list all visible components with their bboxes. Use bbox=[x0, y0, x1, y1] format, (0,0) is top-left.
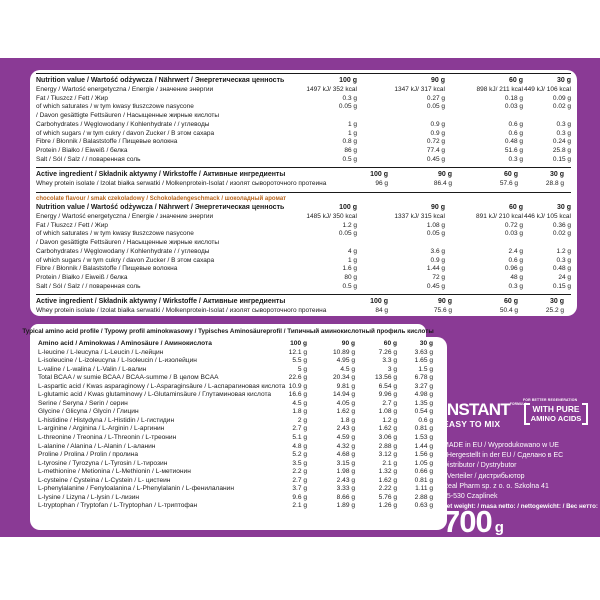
value-cell: 28.8 g bbox=[545, 180, 564, 188]
value-cell: 0.8 g bbox=[342, 138, 357, 146]
value-cell: 1.35 g bbox=[414, 399, 433, 407]
value-cell: 3.27 g bbox=[414, 382, 433, 390]
table-row bbox=[36, 248, 571, 257]
value-cell: 9.81 g bbox=[336, 382, 355, 390]
row-label: Glycine / Glicyna / Glycin / Глицин bbox=[38, 408, 139, 416]
row-label: Fibre / Błonnik / Balaststoffe / Пищевые волокна bbox=[36, 265, 178, 273]
row-label: Carbohydrates / Węglowodany / Kohlenhydrate / / углеводы bbox=[36, 120, 210, 128]
distributor-line: 05-530 Czaplinek bbox=[443, 493, 498, 501]
value-cell: 0.9 g bbox=[430, 120, 445, 128]
value-cell: 1.26 g bbox=[378, 502, 397, 510]
table-row bbox=[38, 468, 439, 477]
value-cell: 2.7 g bbox=[292, 425, 307, 433]
row-label: Protein / Białko / Eiweiß / белка bbox=[36, 273, 128, 281]
row-label: Serine / Seryna / Serin / серин bbox=[38, 399, 128, 407]
value-cell: 9.96 g bbox=[378, 391, 397, 399]
distributor-line: / Hergestellt in der EU / Сделано в EC bbox=[443, 452, 564, 460]
table-header-row bbox=[36, 203, 571, 213]
value-cell: 3.06 g bbox=[378, 434, 397, 442]
value-cell: 0.45 g bbox=[426, 155, 445, 163]
row-label: L-histidine / Histydyna / L-Histidin / L-гистидин bbox=[38, 416, 175, 424]
table-row bbox=[38, 451, 439, 460]
value-cell: 9.6 g bbox=[292, 493, 307, 501]
value-cell: 100 g bbox=[290, 340, 307, 347]
value-cell: 1.44 g bbox=[414, 442, 433, 450]
value-cell: 1.8 g bbox=[292, 408, 307, 416]
row-label: L-glutamic acid / Kwas glutaminowy / L-Glutaminsäure / Глутаминовая кислота bbox=[38, 391, 272, 399]
row-label-continued: / Davon gesättigte Fettsäuren / Насыщенные жирные кислоты bbox=[36, 112, 220, 120]
value-cell: 1.5 g bbox=[418, 365, 433, 373]
row-label: Active ingredient / Składnik aktywny / Wirkstoffe / Активные ингредиенты bbox=[36, 298, 286, 306]
value-cell: 10.9 g bbox=[288, 382, 307, 390]
value-cell: 4.32 g bbox=[336, 442, 355, 450]
row-label: Active ingredient / Składnik aktywny / Wirkstoffe / Активные ингредиенты bbox=[36, 171, 286, 179]
value-cell: 0.02 g bbox=[552, 230, 571, 238]
value-cell: 3.7 g bbox=[292, 485, 307, 493]
row-label: L-methionine / Metionina / L-Methionin / L-метионин bbox=[38, 468, 191, 476]
row-label: Nutrition value / Wartość odżywcza / Nährwert / Энергетическая ценность bbox=[36, 204, 285, 212]
row-label: Energy / Wartość energetyczna / Energie / значение энергии bbox=[36, 86, 214, 93]
value-cell: 0.9 g bbox=[430, 129, 445, 137]
table-row bbox=[38, 349, 439, 358]
value-cell: 0.45 g bbox=[426, 282, 445, 290]
table-header-row bbox=[38, 340, 439, 349]
value-cell: 0.18 g bbox=[504, 94, 523, 102]
row-label: L-cysteine / Cysteina / L-Cystein / L- цистеин bbox=[38, 476, 171, 484]
value-cell: 20.34 g bbox=[333, 374, 355, 382]
value-cell: 0.5 g bbox=[342, 155, 357, 163]
value-cell: 0.15 g bbox=[552, 282, 571, 290]
row-label: Nutrition value / Wartość odżywcza / Nährwert / Энергетическая ценность bbox=[36, 77, 285, 84]
row-label: Fat / Tłuszcz / Fett / Жир bbox=[36, 94, 109, 102]
value-cell: 2 g bbox=[297, 416, 307, 424]
nutrition-table-chocolate bbox=[36, 203, 571, 291]
row-label: L-lysine / Lizyna / L-lysin / L-лизин bbox=[38, 493, 140, 501]
value-cell: 7.26 g bbox=[378, 348, 397, 356]
table-row bbox=[36, 283, 571, 292]
distributor-line: Distributor / Dystrybutor bbox=[443, 462, 517, 470]
table-row bbox=[38, 383, 439, 392]
table-row bbox=[38, 477, 439, 486]
value-cell: 2.1 g bbox=[382, 459, 397, 467]
value-cell: 0.02 g bbox=[552, 103, 571, 111]
table-row bbox=[38, 357, 439, 366]
value-cell: 4 g bbox=[347, 247, 357, 255]
value-cell: 2.43 g bbox=[336, 425, 355, 433]
value-cell: 3 g bbox=[387, 365, 397, 373]
value-cell: 10.89 g bbox=[333, 348, 355, 356]
row-label: Salt / Sól / Salz / / поваренная соль bbox=[36, 155, 141, 163]
value-cell: 0.72 g bbox=[426, 138, 445, 146]
value-cell: 0.66 g bbox=[414, 468, 433, 476]
table-row bbox=[36, 121, 571, 130]
value-cell: 3.6 g bbox=[430, 247, 445, 255]
value-cell: 13.56 g bbox=[375, 374, 397, 382]
value-cell: 4.5 g bbox=[340, 365, 355, 373]
value-cell: 6.54 g bbox=[378, 382, 397, 390]
value-cell: 60 g bbox=[503, 298, 518, 306]
row-label: Carbohydrates / Węglowodany / Kohlenhydrate / / углеводы bbox=[36, 247, 210, 255]
value-cell: 0.03 g bbox=[504, 103, 523, 111]
value-cell: 1.65 g bbox=[414, 357, 433, 365]
value-cell: 84 g bbox=[375, 307, 388, 315]
value-cell: 90 g bbox=[430, 77, 445, 84]
table-row bbox=[38, 417, 439, 426]
value-cell: 22.6 g bbox=[288, 374, 307, 382]
value-cell: 50.4 g bbox=[499, 307, 518, 315]
weight-number: 700 bbox=[443, 504, 492, 539]
table-header-row bbox=[36, 76, 571, 86]
value-cell: 25.2 g bbox=[545, 307, 564, 315]
value-cell: 2.88 g bbox=[378, 442, 397, 450]
value-cell: 90 g bbox=[437, 298, 452, 306]
table-row bbox=[38, 425, 439, 434]
table-row bbox=[38, 374, 439, 383]
value-cell: 1.2 g bbox=[382, 416, 397, 424]
value-cell: 60 g bbox=[508, 204, 523, 212]
value-cell: 1.08 g bbox=[378, 408, 397, 416]
table-row bbox=[38, 460, 439, 469]
row-label-continued: / Davon gesättigte Fettsäuren / Насыщенные жирные кислоты bbox=[36, 239, 220, 247]
value-cell: 100 g bbox=[339, 77, 357, 84]
row-label: Amino acid / Aminokwas / Aminosäure / Аминокислота bbox=[38, 340, 212, 347]
value-cell: 1.98 g bbox=[336, 468, 355, 476]
value-cell: 1 g bbox=[347, 129, 357, 137]
value-cell: 5.1 g bbox=[292, 434, 307, 442]
value-cell: 51.6 g bbox=[504, 146, 523, 154]
value-cell: 5.5 g bbox=[292, 357, 307, 365]
row-label: L-leucine / L-leucyna / L-Leucin / L-лейцин bbox=[38, 348, 164, 356]
row-label: Total BCAA / w sumie BCAA / BCAA-summe / В целом BCAA bbox=[38, 374, 219, 382]
nutrition-section-chocolate bbox=[36, 192, 571, 294]
value-cell: 4.5 g bbox=[292, 399, 307, 407]
value-cell: 4.95 g bbox=[336, 357, 355, 365]
value-cell: 0.3 g bbox=[556, 129, 571, 137]
value-cell: 2.1 g bbox=[292, 502, 307, 510]
row-label: L-valine / L-walina / L-Valin / L-валин bbox=[38, 365, 147, 373]
value-cell: 1.62 g bbox=[378, 476, 397, 484]
value-cell: 1.11 g bbox=[415, 485, 433, 493]
value-cell: 30 g bbox=[549, 171, 564, 179]
distributor-info bbox=[443, 441, 563, 502]
table-row bbox=[36, 230, 571, 247]
value-cell: 1347 kJ/ 317 kcal bbox=[394, 86, 445, 93]
value-cell: 96 g bbox=[375, 180, 388, 188]
net-weight-label: net weight: / masa netto: / nettogewicht: / Вес нетто: bbox=[443, 503, 598, 510]
table-row bbox=[36, 86, 571, 95]
nutrition-table-plain bbox=[36, 73, 571, 167]
value-cell: 0.03 g bbox=[504, 230, 523, 238]
value-cell: 898 kJ/ 211 kcal bbox=[476, 86, 523, 93]
row-label: L-aspartic acid / Kwas asparaginowy / L-Asparaginsäure / L-аспарагиновая кислота bbox=[38, 382, 286, 390]
value-cell: 891 kJ/ 210 kcal bbox=[476, 213, 523, 221]
table-row bbox=[36, 156, 571, 165]
row-label: of which sugars / w tym cukry / davon Zucker / В этом сахара bbox=[36, 129, 215, 137]
value-cell: 90 g bbox=[430, 204, 445, 212]
amino-acid-profile-tab bbox=[22, 324, 434, 338]
net-weight-value bbox=[443, 504, 504, 539]
easy-to-mix-label: EASY TO MIX bbox=[443, 419, 501, 429]
value-cell: 12.1 g bbox=[288, 348, 307, 356]
value-cell: 60 g bbox=[503, 171, 518, 179]
value-cell: 2.2 g bbox=[292, 468, 307, 476]
value-cell: 446 kJ/ 105 kcal bbox=[524, 213, 571, 221]
with-pure-label: WITH PURE bbox=[532, 404, 580, 414]
value-cell: 1.89 g bbox=[336, 502, 355, 510]
row-label: Proline / Prolina / Prolin / пролина bbox=[38, 451, 138, 459]
value-cell: 1.08 g bbox=[426, 221, 445, 229]
value-cell: 1.32 g bbox=[378, 468, 397, 476]
value-cell: 24 g bbox=[558, 273, 571, 281]
value-cell: 1485 kJ/ 350 kcal bbox=[306, 213, 357, 221]
value-cell: 1.56 g bbox=[414, 451, 433, 459]
distributor-line: / Verteiler / дистрибьютор bbox=[443, 472, 525, 480]
weight-unit: g bbox=[494, 519, 504, 536]
row-label: L-tryptophan / Tryptofan / L-Tryptophan / L-триптофан bbox=[38, 502, 198, 510]
value-cell: 0.15 g bbox=[552, 155, 571, 163]
bracket-frame bbox=[524, 403, 589, 425]
value-cell: 100 g bbox=[339, 204, 357, 212]
value-cell: 4.98 g bbox=[414, 391, 433, 399]
value-cell: 0.6 g bbox=[508, 256, 523, 264]
value-cell: 1.2 g bbox=[556, 247, 571, 255]
value-cell: 14.94 g bbox=[333, 391, 355, 399]
table-row bbox=[36, 95, 571, 104]
value-cell: 0.72 g bbox=[504, 221, 523, 229]
table-row bbox=[36, 274, 571, 283]
table-row bbox=[36, 130, 571, 139]
value-cell: 80 g bbox=[344, 273, 357, 281]
value-cell: 57.6 g bbox=[499, 180, 518, 188]
value-cell: 2.4 g bbox=[508, 247, 523, 255]
table-row bbox=[36, 307, 571, 316]
distributor-line: MADE in EU / Wyprodukowano w UE bbox=[443, 442, 559, 449]
row-label: L-arginine / Arginina / L-Arginin / L-аргинин bbox=[38, 425, 165, 433]
value-cell: 3.3 g bbox=[382, 357, 397, 365]
value-cell: 0.5 g bbox=[342, 282, 357, 290]
value-cell: 90 g bbox=[341, 340, 355, 347]
value-cell: 0.81 g bbox=[414, 476, 433, 484]
table-row bbox=[38, 408, 439, 417]
active-ingredient-table-plain bbox=[36, 167, 571, 192]
value-cell: 1.53 g bbox=[414, 434, 433, 442]
regeneration-label: FOR BETTER REGENERATION bbox=[523, 398, 578, 402]
value-cell: 5 g bbox=[297, 365, 307, 373]
table-row bbox=[38, 400, 439, 409]
value-cell: 5.76 g bbox=[378, 493, 397, 501]
value-cell: 5.2 g bbox=[292, 451, 307, 459]
value-cell: 77.4 g bbox=[426, 146, 445, 154]
row-label: of which saturates / w tym kwasy tłuszczowe nasycone bbox=[36, 230, 194, 238]
table-row bbox=[36, 222, 571, 231]
value-cell: 30 g bbox=[549, 298, 564, 306]
table-row bbox=[36, 180, 571, 189]
value-cell: 1.2 g bbox=[342, 221, 357, 229]
table-row bbox=[36, 103, 571, 120]
value-cell: 0.05 g bbox=[426, 103, 445, 111]
value-cell: 1.44 g bbox=[426, 265, 445, 273]
table-row bbox=[38, 391, 439, 400]
value-cell: 16.6 g bbox=[288, 391, 307, 399]
value-cell: 1337 kJ/ 315 kcal bbox=[394, 213, 445, 221]
value-cell: 60 g bbox=[508, 77, 523, 84]
value-cell: 0.3 g bbox=[556, 256, 571, 264]
value-cell: 2.7 g bbox=[292, 476, 307, 484]
value-cell: 25.8 g bbox=[552, 146, 571, 154]
table-row bbox=[38, 434, 439, 443]
table-header-row bbox=[36, 170, 571, 180]
value-cell: 1.8 g bbox=[340, 416, 355, 424]
table-row bbox=[38, 366, 439, 375]
row-label: Whey protein isolate / Izolat białka serwatki / Molkenprotein-Isolat / изолят сывороточного протеина bbox=[36, 180, 327, 188]
row-label: L-phenylalanine / Fenyloalanina / L-Phenylalanin / L-фенилаланин bbox=[38, 485, 234, 493]
value-cell: 6.78 g bbox=[414, 374, 433, 382]
value-cell: 1 g bbox=[347, 256, 357, 264]
row-label: L-alanine / Alanina / L-Alanin / L-аланин bbox=[38, 442, 156, 450]
row-label: Fibre / Błonnik / Balaststoffe / Пищевые волокна bbox=[36, 138, 178, 146]
value-cell: 60 g bbox=[383, 340, 397, 347]
row-label: of which saturates / w tym kwasy tłuszczowe nasycone bbox=[36, 103, 194, 111]
table-header-row bbox=[36, 297, 571, 307]
value-cell: 4.59 g bbox=[336, 434, 355, 442]
table-row bbox=[36, 138, 571, 147]
value-cell: 100 g bbox=[370, 171, 388, 179]
value-cell: 0.81 g bbox=[414, 425, 433, 433]
row-label: Whey protein isolate / Izolat białka serwatki / Molkenprotein-Isolat / изолят сывороточного протеина bbox=[36, 307, 327, 315]
value-cell: 0.27 g bbox=[426, 94, 445, 102]
value-cell: 4.05 g bbox=[336, 399, 355, 407]
active-ingredient-table-chocolate bbox=[36, 294, 571, 319]
row-label: Protein / Białko / Eiweiß / белка bbox=[36, 146, 128, 154]
value-cell: 30 g bbox=[419, 340, 433, 347]
value-cell: 4.68 g bbox=[336, 451, 355, 459]
table-row bbox=[38, 485, 439, 494]
value-cell: 0.3 g bbox=[508, 282, 523, 290]
value-cell: 3.33 g bbox=[336, 485, 355, 493]
value-cell: 86.4 g bbox=[433, 180, 452, 188]
value-cell: 1497 kJ/ 352 kcal bbox=[306, 86, 357, 93]
value-cell: 90 g bbox=[437, 171, 452, 179]
value-cell: 30 g bbox=[556, 204, 571, 212]
value-cell: 0.05 g bbox=[338, 103, 357, 111]
amino-acid-profile-title: Typical amino acid profile / Typowy profil aminokwasowy / Typisches Aminosäureprofil / Типичный аминокислотный профиль кислоты bbox=[22, 327, 434, 335]
table-row bbox=[38, 443, 439, 452]
value-cell: 3.15 g bbox=[336, 459, 355, 467]
row-label: of which sugars / w tym cukry / davon Zucker / В этом сахара bbox=[36, 256, 215, 264]
value-cell: 0.3 g bbox=[342, 94, 357, 102]
value-cell: 0.54 g bbox=[414, 408, 433, 416]
value-cell: 0.6 g bbox=[418, 416, 433, 424]
value-cell: 0.3 g bbox=[508, 155, 523, 163]
instant-label: INSTANT bbox=[443, 400, 510, 419]
value-cell: 1.05 g bbox=[414, 459, 433, 467]
row-label: Salt / Sól / Salz / / поваренная соль bbox=[36, 282, 141, 290]
amino-acid-table bbox=[30, 337, 447, 530]
value-cell: 72 g bbox=[432, 273, 445, 281]
value-cell: 2.43 g bbox=[336, 476, 355, 484]
value-cell: 30 g bbox=[556, 77, 571, 84]
value-cell: 0.05 g bbox=[426, 230, 445, 238]
value-cell: 1.62 g bbox=[378, 425, 397, 433]
value-cell: 1 g bbox=[347, 120, 357, 128]
value-cell: 3.5 g bbox=[292, 459, 307, 467]
value-cell: 0.63 g bbox=[414, 502, 433, 510]
nutrition-panel bbox=[30, 70, 577, 316]
table-row bbox=[36, 257, 571, 266]
value-cell: 0.05 g bbox=[338, 230, 357, 238]
value-cell: 3.12 g bbox=[378, 451, 397, 459]
value-cell: 0.48 g bbox=[504, 138, 523, 146]
value-cell: 1.62 g bbox=[336, 408, 355, 416]
value-cell: 0.9 g bbox=[430, 256, 445, 264]
table-row bbox=[38, 502, 439, 511]
value-cell: 449 kJ/ 106 kcal bbox=[524, 86, 571, 93]
distributor-line: Real Pharm sp. z o. o. Szkolna 41 bbox=[443, 482, 549, 490]
row-label: L-isoleucine / L-izoleucyna / L-Isoleucin / L-изолейцин bbox=[38, 357, 197, 365]
row-label: Energy / Wartość energetyczna / Energie / значение энергии bbox=[36, 213, 214, 221]
value-cell: 8.66 g bbox=[336, 493, 355, 501]
value-cell: 2.7 g bbox=[382, 399, 397, 407]
value-cell: 1.6 g bbox=[342, 265, 357, 273]
value-cell: 75.6 g bbox=[433, 307, 452, 315]
pure-amino-acids-badge bbox=[517, 398, 595, 426]
value-cell: 100 g bbox=[370, 298, 388, 306]
table-row bbox=[36, 213, 571, 222]
value-cell: 2.22 g bbox=[378, 485, 397, 493]
value-cell: 2.88 g bbox=[414, 493, 433, 501]
value-cell: 0.36 g bbox=[552, 221, 571, 229]
formula-label: FORMULA bbox=[509, 402, 528, 406]
table-row bbox=[36, 147, 571, 156]
value-cell: 86 g bbox=[344, 146, 357, 154]
value-cell: 0.24 g bbox=[552, 138, 571, 146]
value-cell: 4.8 g bbox=[292, 442, 307, 450]
value-cell: 0.96 g bbox=[504, 265, 523, 273]
value-cell: 0.09 g bbox=[552, 94, 571, 102]
instant-easy-to-mix-badge bbox=[443, 402, 527, 429]
amino-acids-label: AMINO ACIDS bbox=[530, 414, 582, 423]
chocolate-flavour-note: chocolate flavour / smak czekoladowy / Schokoladengeschmack / шоколадный аромат bbox=[36, 196, 287, 203]
value-cell: 0.3 g bbox=[556, 120, 571, 128]
value-cell: 0.6 g bbox=[508, 129, 523, 137]
table-row bbox=[36, 265, 571, 274]
table-row bbox=[38, 494, 439, 503]
value-cell: 3.63 g bbox=[414, 348, 433, 356]
row-label: Fat / Tłuszcz / Fett / Жир bbox=[36, 221, 109, 229]
row-label: L-threonine / Treonina / L-Threonin / L-треонин bbox=[38, 434, 177, 442]
value-cell: 0.48 g bbox=[552, 265, 571, 273]
value-cell: 48 g bbox=[510, 273, 523, 281]
value-cell: 0.6 g bbox=[508, 120, 523, 128]
row-label: L-tyrosine / Tyrozyna / L-Tyrosin / L-тирозин bbox=[38, 459, 168, 467]
